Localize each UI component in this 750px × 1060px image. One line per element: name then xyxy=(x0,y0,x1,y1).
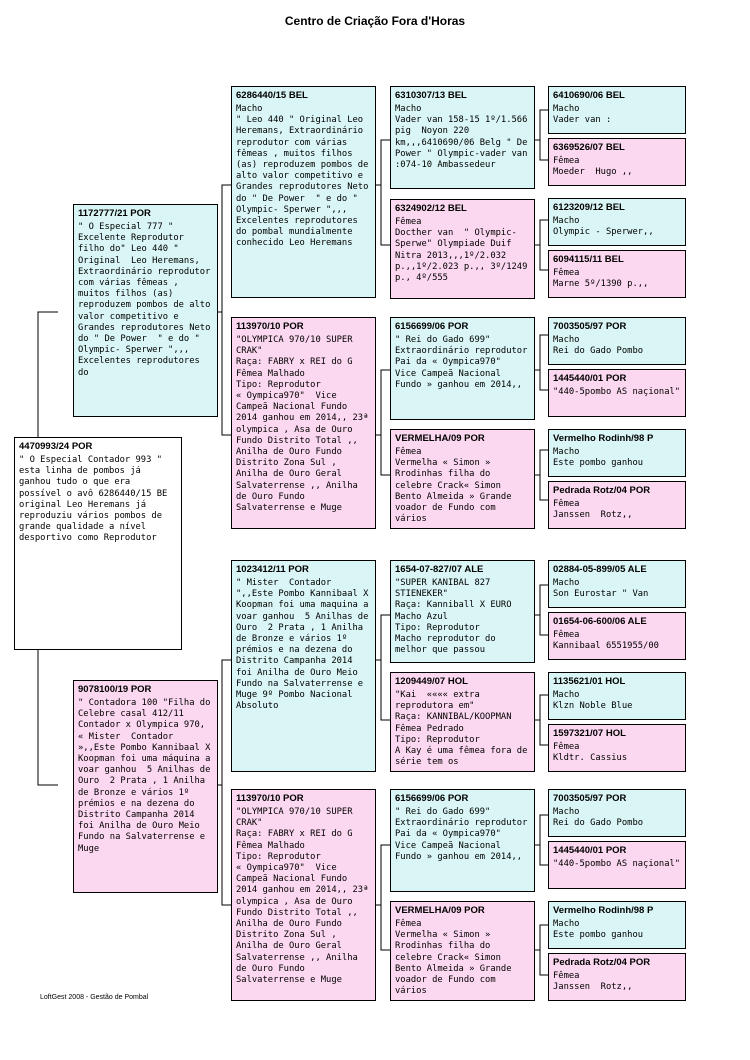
ring-number: Vermelho Rodinh/98 P xyxy=(553,433,654,444)
ring-number: 6369526/07 BEL xyxy=(553,142,625,153)
description: "440-5pombo AS naçional" xyxy=(553,387,681,397)
description: "OLYMPICA 970/10 SUPER CRAK" Raça: FABRY x REI do G Fêmea Malhado Tipo: Reprodutor « Oympica970" Vice Campeã Nacional Fundo 2014 ganhou em 2014,, 23ª olympica , Asa de Ouro Fundo Distrito Total ,, Anilha de Ouro Fundo Distrito Zona Sul , Anilha de Ouro Geral Salvaterrense ,, Anilha de Ouro Fundo Salvaterrense e Muge xyxy=(236,807,369,986)
granddam-paternal-card[interactable] xyxy=(231,317,376,529)
great-grandparent-card[interactable] xyxy=(390,429,535,529)
great-great-grandparent-card[interactable] xyxy=(548,250,686,298)
description: Fêmea Kannibaal 6551955/00 xyxy=(553,630,659,652)
ring-number: VERMELHA/09 POR xyxy=(395,433,485,444)
ring-number: 6286440/15 BEL xyxy=(236,90,308,101)
great-great-grandparent-card[interactable] xyxy=(548,612,686,660)
description: "OLYMPICA 970/10 SUPER CRAK" Raça: FABRY x REI do G Fêmea Malhado Tipo: Reprodutor « Oympica970" Vice Campeã Nacional Fundo 2014 ganhou em 2014,, 23ª olympica , Asa de Ouro Fundo Distrito Total ,, Anilha de Ouro Fundo Distrito Zona Sul , Anilha de Ouro Geral Salvaterrense ,, Anilha de Ouro Fundo Salvaterrense e Muge xyxy=(236,335,369,514)
page-title: Centro de Criação Fora d'Horas xyxy=(284,14,466,28)
description: " Rei do Gado 699" Extraordinário reprodutor Pai da « Oympica970" Vice Campeã Nacional Fundo » ganhou em 2014,, xyxy=(395,807,533,862)
ring-number: 1597321/07 HOL xyxy=(553,728,626,739)
great-great-grandparent-card[interactable] xyxy=(548,138,686,186)
description: Fêmea Moeder Hugo ,, xyxy=(553,156,633,178)
description: Macho Rei do Gado Pombo xyxy=(553,335,644,357)
description: Fêmea Janssen Rotz,, xyxy=(553,499,633,521)
great-great-grandparent-card[interactable] xyxy=(548,369,686,417)
ring-number: 1135621/01 HOL xyxy=(553,676,626,687)
great-grandparent-card[interactable] xyxy=(390,901,535,1001)
great-grandparent-card[interactable] xyxy=(390,560,535,663)
great-great-grandparent-card[interactable] xyxy=(548,953,686,1001)
ring-number: 9078100/19 POR xyxy=(78,684,152,695)
subject-card[interactable] xyxy=(14,437,182,650)
description: " Rei do Gado 699" Extraordinário reprodutor Pai da « Oympica970" Vice Campeã Nacional Fundo » ganhou em 2014,, xyxy=(395,335,533,390)
ring-number: 6156699/06 POR xyxy=(395,793,469,804)
great-grandparent-card[interactable] xyxy=(390,789,535,892)
great-grandparent-card[interactable] xyxy=(390,86,535,189)
ring-number: Pedrada Rotz/04 POR xyxy=(553,957,651,968)
great-grandparent-card[interactable] xyxy=(390,672,535,772)
description: Macho Este pombo ganhou xyxy=(553,447,644,469)
description: Macho Klzn Noble Blue xyxy=(553,690,633,712)
description: Macho Este pombo ganhou xyxy=(553,919,644,941)
ring-number: 6156699/06 POR xyxy=(395,321,469,332)
grandsire-maternal-card[interactable] xyxy=(231,560,376,772)
description: Macho Rei do Gado Pombo xyxy=(553,807,644,829)
ring-number: Vermelho Rodinh/98 P xyxy=(553,905,654,916)
great-great-grandparent-card[interactable] xyxy=(548,481,686,529)
great-great-grandparent-card[interactable] xyxy=(548,429,686,477)
description: " Mister Contador ",,Este Pombo Kannibaal X Koopman foi uma maquina a voar ganhou 5 Anilhas de Ouro 2 Prata , 1 Anilha de Bronze e vários 1º prémios e na dezena do Distrito Campanha 2014 foi Anilha de Ouro Meio Fundo na Salvaterrense e Muge 9º Pombo Nacional Absoluto xyxy=(236,578,374,712)
ring-number: 7003505/97 POR xyxy=(553,321,627,332)
grandsire-paternal-card[interactable] xyxy=(231,86,376,298)
ring-number: 113970/10 POR xyxy=(236,793,304,804)
granddam-maternal-card[interactable] xyxy=(231,789,376,1001)
ring-number: 1654-07-827/07 ALE xyxy=(395,564,484,575)
description: Macho " Leo 440 " Original Leo Heremans, Extraordinário reprodutor com várias fêmeas , muitos filhos (as) reproduzem pombos de alto valor competitivo e Grandes reprodutores Neto do " De Power " e do " Olympic- Sperwer ",,, Excelentes reprodutores do pombal mundialmente conhecido Leo Heremans xyxy=(236,104,369,249)
ring-number: 1023412/11 POR xyxy=(236,564,309,575)
ring-number: 6123209/12 BEL xyxy=(553,202,625,213)
ring-number: 1172777/21 POR xyxy=(78,208,151,219)
great-great-grandparent-card[interactable] xyxy=(548,198,686,246)
description: " O Especial 777 " Excelente Reprodutor filho do" Leo 440 " Original Leo Heremans, Extraordinário reprodutor com várias fêmeas , muitos filhos (as) reproduzem pombos de alto valor competitivo e Grandes reprodutores Neto do " De Power " e do " Olympic- Sperwer ",,, Excelentes reprodutores do xyxy=(78,222,216,378)
description: Fêmea Docther van " Olympic- Sperwe" Olympiade Duif Nitra 2013,,,1º/2.032 p.,,1º/2.023 p.,, 3º/1249 p., 4º/555 xyxy=(395,217,528,284)
ring-number: 6310307/13 BEL xyxy=(395,90,467,101)
ring-number: 6324902/12 BEL xyxy=(395,203,467,214)
description: Macho Olympic - Sperwer,, xyxy=(553,216,654,238)
great-great-grandparent-card[interactable] xyxy=(548,841,686,889)
sire-card[interactable] xyxy=(73,204,218,417)
description: Fêmea Vermelha « Simon » Rrodinhas filha do celebre Crack« Simon Bento Almeida » Grande voador de Fundo com vários xyxy=(395,447,512,525)
description: "440-5pombo AS naçional" xyxy=(553,859,681,869)
ring-number: 01654-06-600/06 ALE xyxy=(553,616,647,627)
ring-number: 7003505/97 POR xyxy=(553,793,627,804)
ring-number: 1445440/01 POR xyxy=(553,373,627,384)
description: Fêmea Vermelha « Simon » Rrodinhas filha do celebre Crack« Simon Bento Almeida » Grande voador de Fundo com vários xyxy=(395,919,512,997)
description: Macho Son Eurostar " Van xyxy=(553,578,649,600)
ring-number: 02884-05-899/05 ALE xyxy=(553,564,647,575)
ring-number: 4470993/24 POR xyxy=(19,441,93,452)
description: Fêmea Janssen Rotz,, xyxy=(553,971,633,993)
great-great-grandparent-card[interactable] xyxy=(548,560,686,608)
dam-card[interactable] xyxy=(73,680,218,893)
ring-number: 1445440/01 POR xyxy=(553,845,627,856)
ring-number: 6410690/06 BEL xyxy=(553,90,625,101)
footer-credit: LoftGest 2008 - Gestão de Pombal xyxy=(40,994,149,1001)
ring-number: 113970/10 POR xyxy=(236,321,304,332)
great-great-grandparent-card[interactable] xyxy=(548,672,686,720)
great-great-grandparent-card[interactable] xyxy=(548,86,686,134)
description: " O Especial Contador 993 " esta linha de pombos já ganhou tudo o que era possível o avô 6286440/15 BE original Leo Heremans já reproduziu vários pombos de grande qualidade a nível desportivo como Reprodutor xyxy=(19,455,173,544)
great-great-grandparent-card[interactable] xyxy=(548,901,686,949)
description: Fêmea Kldtr. Cassius xyxy=(553,742,628,764)
great-grandparent-card[interactable] xyxy=(390,317,535,420)
great-great-grandparent-card[interactable] xyxy=(548,789,686,837)
ring-number: Pedrada Rotz/04 POR xyxy=(553,485,651,496)
description: Macho Vader van : xyxy=(553,104,612,126)
great-great-grandparent-card[interactable] xyxy=(548,317,686,365)
ring-number: 1209449/07 HOL xyxy=(395,676,468,687)
ring-number: VERMELHA/09 POR xyxy=(395,905,485,916)
ring-number: 6094115/11 BEL xyxy=(553,254,624,265)
description: "SUPER KANIBAL 827 STIENEKER" Raça: Kanniball X EURO Macho Azul Tipo: Reprodutor Macho reprodutor do melhor que passou xyxy=(395,578,512,656)
description: " Contadora 100 "Filha do Celebre casal 412/11 Contador x Olympica 970, « Mister Contador »,,Este Pombo Kannibaal X Koopman foi uma máquina a voar ganhou 5 Anilhas de Ouro 2 Prata , 1 Anilha de Bronze e vários 1º prémios e na dezena do Distrito Campanha 2014 foi Anilha de Ouro Meio Fundo na Salvaterrense e Muge xyxy=(78,698,216,854)
great-great-grandparent-card[interactable] xyxy=(548,724,686,772)
description: Macho Vader van 158-15 1º/1.566 pig Noyon 220 km,,,6410690/06 Belg " De Power " Olympic-vader van :074-10 Ambassedeur xyxy=(395,104,528,171)
great-grandparent-card[interactable] xyxy=(390,199,535,299)
description: Fêmea Marne 5º/1390 p.,, xyxy=(553,268,649,290)
description: "Kai «««« extra reprodutora em" Raça: KANNIBAL/KOOPMAN Fêmea Pedrado Tipo: Reprodutor A Kay é uma fêmea fora de série tem os xyxy=(395,690,528,768)
